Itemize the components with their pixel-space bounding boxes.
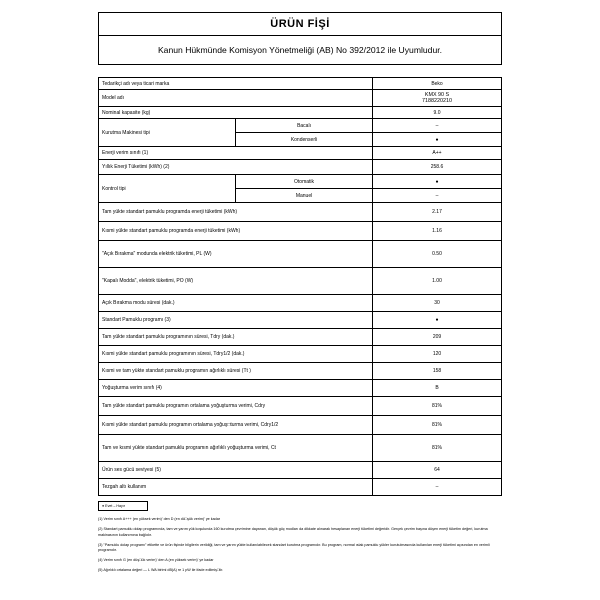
noise-label: Ürün ses gücü seviyesi (5) <box>99 462 373 479</box>
footnote-4: (4) Verim sınıfı G (en düş□ük verim)' den A (en yüksek verim)' ye kadar <box>98 558 214 563</box>
model-code: 7188220210 <box>422 98 452 104</box>
off-mode-power-label: "Kapalı Modda", elektrik tüketimi, PO (W) <box>99 268 373 295</box>
built-in-value: – <box>373 479 502 496</box>
table-row <box>99 462 502 479</box>
table-row <box>99 107 502 119</box>
full-condensation-value: 81% <box>373 397 502 416</box>
full-program-time-value: 209 <box>373 329 502 346</box>
table-row <box>99 203 502 222</box>
footnotes <box>98 517 502 574</box>
model-name: KMX 90 S <box>424 91 450 98</box>
full-program-time-label: Tam yükte standart pamuklu programının süresi, Tdry (dak.) <box>99 329 373 346</box>
energy-class-value: A++ <box>373 147 502 160</box>
left-on-duration-value: 30 <box>373 295 502 312</box>
table-row <box>99 312 502 329</box>
left-on-power-label: "Açık Bırakma" modunda elektrik tüketimi, PL (W) <box>99 241 373 268</box>
partial-condensation-value: 81% <box>373 416 502 435</box>
weighted-program-time-label: Kısmi ve tam yükte standart pamuklu programın ağırlıklı süresi (Tt ) <box>99 363 373 380</box>
table-row <box>99 78 502 90</box>
table-row <box>99 295 502 312</box>
brand-value: Beko <box>373 78 502 90</box>
brand-label: Tedarikçi adı veya ticari marka <box>99 78 373 90</box>
condensation-class-label: Yoğuşturma verim sınıfı (4) <box>99 380 373 397</box>
capacity-value: 9.0 <box>373 107 502 119</box>
footnote-3: (3) "Pamuklu dolap programı" etikette ve ürün fişinde bilgilerin verildiği, tam ve yarım yükte kullanılabilecek standart kurutma programıdır. Bu program, normal ıslak pamuklu yükler kurutulmasında kullanılan enerji tüketimi açısından en verimli programdır. <box>98 542 490 553</box>
dryer-type-vented-label: Bacalı <box>236 119 373 133</box>
table-row <box>99 380 502 397</box>
table-row <box>99 90 502 107</box>
dryer-type-condenser-label: Kondenserli <box>236 133 373 147</box>
model-label: Model adı <box>99 90 373 107</box>
product-fiche <box>98 12 502 578</box>
control-type-manual-value: – <box>373 189 502 203</box>
standard-program-value: ● <box>373 312 502 329</box>
weighted-condensation-label: Tam ve kısmi yükte standart pamuklu programın ağırlıklı yoğuşturma verimi, Ct <box>99 435 373 462</box>
energy-class-label: Enerji verim sınıfı (1) <box>99 147 373 160</box>
full-load-energy-value: 2.17 <box>373 203 502 222</box>
weighted-program-time-value: 158 <box>373 363 502 380</box>
left-on-power-value: 0.50 <box>373 241 502 268</box>
table-row <box>99 329 502 346</box>
annual-energy-value: 258.6 <box>373 160 502 175</box>
table-row <box>99 268 502 295</box>
condensation-class-value: B <box>373 380 502 397</box>
footnote-2: (2) Standart pamuklu dolap programında, tam ve yarım yük koşulunda 160 kurutma çevrimine dayanan, düşük güç modları da dikkate alınarak hesaplanan enerji tüketimi değeridir. Gerçek çevrim başına düşen enerji tüketim değeri, kurutma makinasının kullanımına bağlıdır. <box>98 526 488 537</box>
dryer-type-label: Kurutma Makinesi tipi <box>99 119 236 147</box>
table-row <box>99 479 502 496</box>
regulation-statement: Kanun Hükmünde Komisyon Yönetmeliği (AB) No 392/2012 ile Uyumludur. <box>98 36 502 65</box>
table-row <box>99 435 502 462</box>
table-row <box>99 241 502 268</box>
off-mode-power-value: 1.00 <box>373 268 502 295</box>
control-type-manual-label: Manuel <box>236 189 373 203</box>
capacity-label: Nominal kapasite (kg) <box>99 107 373 119</box>
full-load-energy-label: Tam yükte standart pamuklu programda enerji tüketimi (kWh) <box>99 203 373 222</box>
table-row <box>99 222 502 241</box>
table-row <box>99 175 502 189</box>
built-in-label: Tezgah altı kullanım <box>99 479 373 496</box>
control-type-auto-label: Otomatik <box>236 175 373 189</box>
dryer-type-condenser-value: ● <box>373 133 502 147</box>
dryer-type-vented-value: – <box>373 119 502 133</box>
table-row <box>99 160 502 175</box>
partial-program-time-label: Kısmi yükte standart pamuklu programının süresi, Tdry1/2 (dak.) <box>99 346 373 363</box>
table-row <box>99 363 502 380</box>
left-on-duration-label: Açık Bırakma modu süresi (dak.) <box>99 295 373 312</box>
table-row <box>99 416 502 435</box>
table-row <box>99 147 502 160</box>
control-type-auto-value: ● <box>373 175 502 189</box>
annual-energy-label: Yıllık Enerji Tüketimi (kWh) (2) <box>99 160 373 175</box>
partial-condensation-label: Kısmi yükte standart pamuklu programın ortalama yoğuş□turma verimi, Cdry1/2 <box>99 416 373 435</box>
table-row <box>99 346 502 363</box>
fiche-title: ÜRÜN FİŞİ <box>98 12 502 36</box>
partial-load-energy-value: 1.16 <box>373 222 502 241</box>
model-value <box>373 90 502 107</box>
noise-value: 64 <box>373 462 502 479</box>
partial-program-time-value: 120 <box>373 346 502 363</box>
footnote-1: (1) Verim sınıfı A+++ (en yüksek verim)' den D (en dü□şük verim)' ye kadar <box>98 517 220 521</box>
legend: ● Evet – Hayır <box>98 501 148 511</box>
control-type-label: Kontrol tipi <box>99 175 236 203</box>
table-row <box>99 119 502 133</box>
table-row <box>99 397 502 416</box>
full-condensation-label: Tam yükte standart pamuklu programın ortalama yoğuşturma verimi, Cdry <box>99 397 373 416</box>
weighted-condensation-value: 81% <box>373 435 502 462</box>
footnote-5: (5) Ağırlıklı ortalama değeri — L WA birimi dB(A) re 1 pW ile ifade edilmiş□tir. <box>98 568 224 573</box>
spec-table <box>98 77 502 496</box>
partial-load-energy-label: Kısmi yükte standart pamuklu programda enerji tüketimi (kWh) <box>99 222 373 241</box>
standard-program-label: Standart Pamuklu programı (3) <box>99 312 373 329</box>
